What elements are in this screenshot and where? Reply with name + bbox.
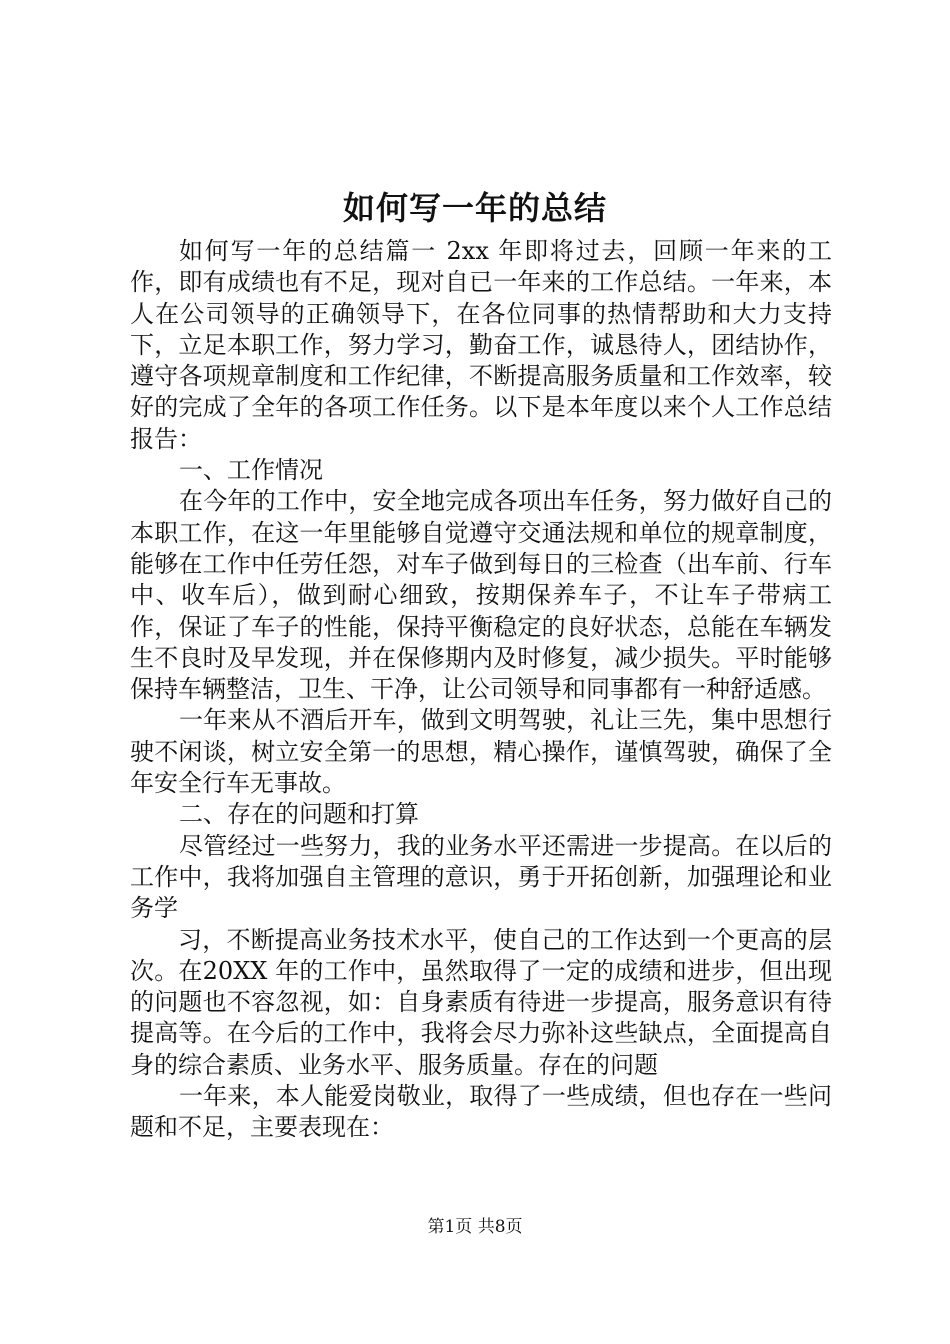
paragraph-work-details: 在今年的工作中，安全地完成各项出车任务，努力做好自己的本职工作，在这一年里能够自觉遵守交通法规和单位的规章制度，能够在工作中任劳任怨，对车子做到每日的三检查（出车前、行车中、收车后），做到耐心细致，按期保养车子，不让车子带病工作，保证了车子的性能，保持平衡稳定的良好状态，总能在车辆发生不良时及早发现，并在保修期内及时修复，减少损失。平时能够保持车辆整洁，卫生、干净，让公司领导和同事都有一种舒适感。 [130,487,832,704]
document-body [130,236,832,1144]
paragraph-improvement-continued: 习，不断提高业务技术水平，使自己的工作达到一个更高的层次。在20XX 年的工作中，虽然取得了一定的成绩和进步，但出现的问题也不容忽视，如：自身素质有待进一步提高，服务意识有待提高等。在今后的工作中，我将会尽力弥补这些缺点，全面提高自身的综合素质、业务水平、服务质量。存在的问题 [130,925,832,1079]
section-heading-problems-plans: 二、存在的问题和打算 [179,800,419,829]
paragraph-safe-driving: 一年来从不酒后开车，做到文明驾驶，礼让三先，集中思想行驶不闲谈，树立安全第一的思想，精心操作，谨慎驾驶，确保了全年安全行车无事故。 [130,706,832,798]
page-footer: 第1页 共8页 [427,1217,523,1237]
document-title: 如何写一年的总结 [342,189,607,227]
paragraph-intro: 如何写一年的总结篇一 2xx 年即将过去，回顾一年来的工作，即有成绩也有不足，现对自已一年来的工作总结。一年来，本人在公司领导的正确领导下，在各位同事的热情帮助和大力支持下，立足本职工作，努力学习，勤奋工作，诚恳待人，团结协作，遵守各项规章制度和工作纪律，不断提高服务质量和工作效率，较好的完成了全年的各项工作任务。以下是本年度以来个人工作总结报告： [130,237,832,453]
paragraph-improvement: 尽管经过一些努力，我的业务水平还需进一步提高。在以后的工作中，我将加强自主管理的意识，勇于开拓创新，加强理论和业务学 [130,831,832,923]
section-heading-work-status: 一、工作情况 [179,456,323,485]
paragraph-shortcomings: 一年来，本人能爱岗敬业，取得了一些成绩，但也存在一些问题和不足，主要表现在： [130,1082,832,1142]
